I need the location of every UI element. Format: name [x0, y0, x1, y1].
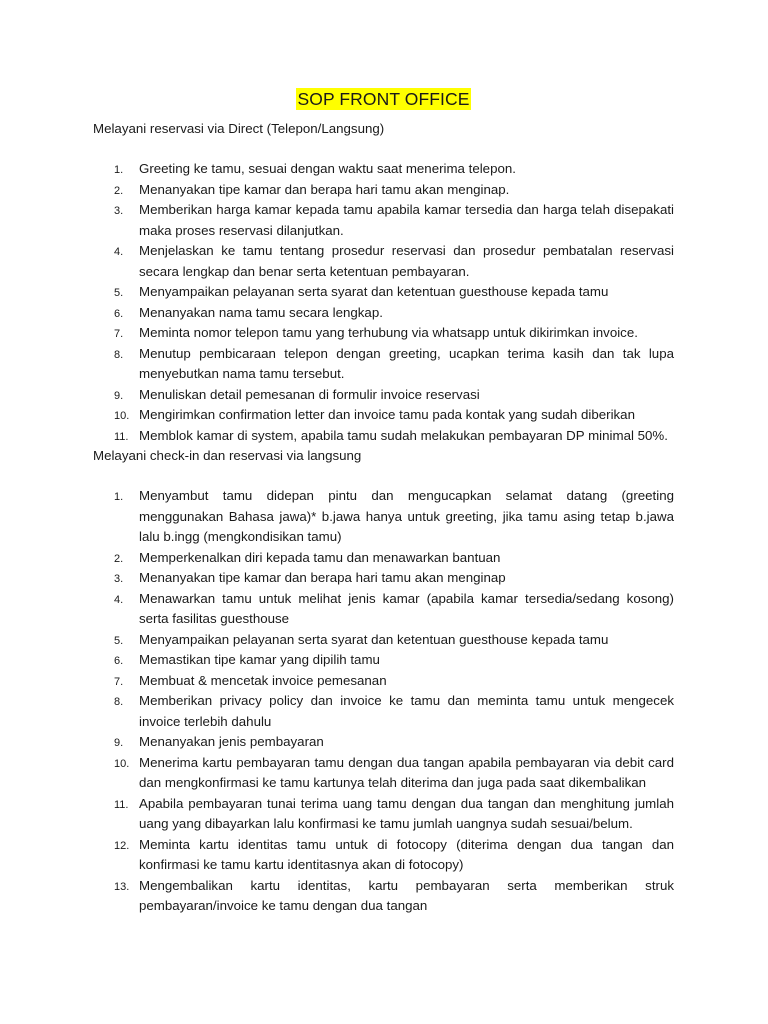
item-number: 6.	[114, 307, 124, 320]
item-text: Memblok kamar di system, apabila tamu sudah melakukan pembayaran DP minimal 50%.	[139, 427, 668, 443]
item-text: Memastikan tipe kamar yang dipilih tamu	[139, 652, 380, 667]
list-item	[93, 426, 674, 447]
item-text: Menyampaikan pelayanan serta syarat dan ketentuan guesthouse kepada tamu	[139, 284, 609, 299]
item-number: 8.	[114, 348, 124, 361]
item-number: 4.	[114, 246, 124, 258]
item-number: 11.	[114, 430, 129, 443]
item-text: Mengirimkan confirmation letter dan invoice tamu pada kontak yang sudah diberikan	[139, 407, 635, 422]
item-text: Menawarkan tamu untuk melihat jenis kamar (apabila kamar tersedia/sedang kosong) serta fasilitas guesthouse	[139, 590, 674, 626]
item-text: Memperkenalkan diri kepada tamu dan menawarkan bantuan	[139, 549, 501, 565]
item-text: Mengembalikan kartu identitas, kartu pembayaran serta memberikan struk pembayaran/invoice ke tamu dengan dua tangan	[139, 877, 674, 913]
item-number: 13.	[114, 880, 130, 893]
item-text: Menanyakan tipe kamar dan berapa hari tamu akan menginap.	[139, 181, 510, 197]
item-number: 9.	[114, 737, 124, 749]
item-text: Menyambut tamu didepan pintu dan mengucapkan selamat datang (greeting menggunakan Bahasa jawa)* b.jawa hanya untuk greeting, jika tamu asing tetap b.jawa lalu b.ingg (mengkondisikan tamu)	[139, 488, 674, 544]
steps-list-reservasi-direct	[93, 159, 674, 446]
item-number: 2.	[114, 552, 124, 565]
item-number: 8.	[114, 696, 124, 708]
list-item	[93, 344, 674, 385]
item-text: Memberikan harga kamar kepada tamu apabila kamar tersedia dan harga telah disepakati maka proses reservasi dilanjutkan.	[139, 202, 674, 238]
item-number: 3.	[114, 205, 124, 217]
list-item	[93, 691, 674, 732]
list-item	[93, 241, 674, 282]
section-heading-reservasi-direct: Melayani reservasi via Direct (Telepon/Langsung)	[93, 121, 385, 136]
item-number: 10.	[114, 410, 130, 422]
document-title: SOP FRONT OFFICE	[297, 89, 470, 109]
list-item	[93, 794, 674, 835]
list-item	[93, 568, 674, 589]
item-number: 10.	[114, 757, 130, 770]
item-text: Menanyakan jenis pembayaran	[139, 734, 324, 749]
item-text: Memberikan privacy policy dan invoice ke tamu dan meminta tamu untuk mengecek invoice terlebih dahulu	[139, 693, 674, 729]
list-item	[93, 486, 674, 548]
list-item	[93, 303, 674, 324]
item-number: 3.	[114, 573, 124, 585]
list-item	[93, 159, 674, 180]
item-text: Membuat & mencetak invoice pemesanan	[139, 672, 387, 688]
item-text: Menanyakan tipe kamar dan berapa hari tamu akan menginap	[139, 570, 506, 585]
item-number: 4.	[114, 593, 124, 606]
list-item	[93, 282, 674, 303]
item-number: 12.	[114, 839, 130, 852]
item-text: Menuliskan detail pemesanan di formulir invoice reservasi	[139, 386, 480, 402]
steps-list-checkin-langsung	[93, 486, 674, 917]
list-item	[93, 589, 674, 630]
item-text: Meminta kartu identitas tamu untuk di fotocopy (diterima dengan dua tangan dan konfirmasi ke tamu kartu identitasnya akan di fotocopy)	[139, 836, 674, 872]
item-text: Apabila pembayaran tunai terima uang tamu dengan dua tangan dan menghitung jumlah uang yang dibayarkan lalu konfirmasi ke tamu jumlah uangnya sudah sesuai/belum.	[139, 795, 674, 831]
item-number: 6.	[114, 655, 124, 667]
item-number: 1.	[114, 164, 124, 176]
item-text: Menutup pembicaraan telepon dengan greeting, ucapkan terima kasih dan tak lupa menyebutkan nama tamu tersebut.	[139, 345, 674, 381]
item-number: 9.	[114, 389, 124, 402]
item-text: Menyampaikan pelayanan serta syarat dan ketentuan guesthouse kepada tamu	[139, 631, 609, 647]
list-item	[93, 200, 674, 241]
item-text: Meminta nomor telepon tamu yang terhubung via whatsapp untuk dikirimkan invoice.	[139, 325, 638, 340]
item-text: Menerima kartu pembayaran tamu dengan dua tangan apabila pembayaran via debit card dan mengkonfirmasi ke tamu kartunya telah diterima dan juga pada saat dikembalikan	[139, 754, 674, 790]
item-text: Greeting ke tamu, sesuai dengan waktu saat menerima telepon.	[139, 161, 516, 176]
list-item	[93, 630, 674, 651]
list-item	[93, 835, 674, 876]
item-number: 11.	[114, 798, 129, 811]
list-item	[93, 650, 674, 671]
title-wrapper	[93, 88, 674, 110]
item-number: 5.	[114, 287, 124, 299]
list-item	[93, 385, 674, 406]
list-item	[93, 671, 674, 692]
item-text: Menanyakan nama tamu secara lengkap.	[139, 304, 383, 320]
item-number: 7.	[114, 675, 124, 688]
item-number: 7.	[114, 328, 124, 340]
list-item	[93, 876, 674, 917]
list-item	[93, 753, 674, 794]
item-number: 1.	[114, 491, 124, 503]
list-item	[93, 405, 674, 426]
list-item	[93, 732, 674, 753]
list-item	[93, 180, 674, 201]
item-number: 2.	[114, 184, 124, 197]
list-item	[93, 323, 674, 344]
item-number: 5.	[114, 634, 124, 647]
section-heading-checkin-langsung: Melayani check-in dan reservasi via langsung	[93, 448, 362, 463]
item-text: Menjelaskan ke tamu tentang prosedur reservasi dan prosedur pembatalan reservasi secara lengkap dan benar serta ketentuan pembayaran.	[139, 243, 674, 279]
list-item	[93, 548, 674, 569]
